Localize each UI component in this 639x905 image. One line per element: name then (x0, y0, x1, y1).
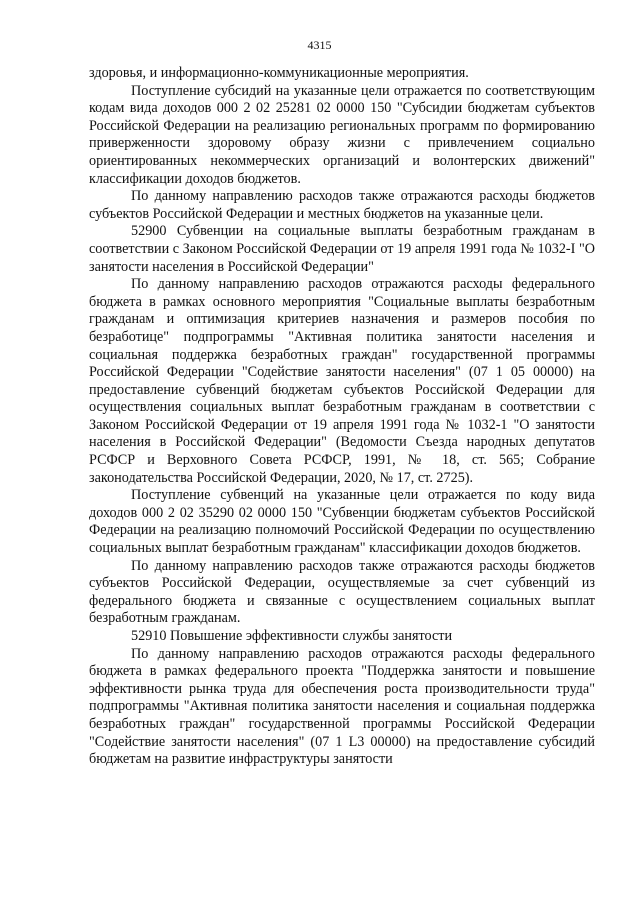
paragraph-subsidy-income-code: Поступление субсидий на указанные цели отражается по соответствующим кодам вида доходов 000 2 02 25281 02 0000 150 "Субсидии бюджетам субъектов Российской Федерации на реализацию региональных программ по формированию приверженности здоровому образу жизни с привлечением социально ориентированных некоммерческих организаций и волонтерских движений" классификации доходов бюджетов. (89, 82, 595, 187)
page-number: 4315 (307, 38, 332, 52)
paragraph-employment-efficiency: По данному направлению расходов отражаются расходы федерального бюджета в рамках федерального проекта "Поддержка занятости и повышение эффективности рынка труда для обеспечения роста производительности труда" подпрограммы "Активная политика занятости населения и социальная поддержка безработных граждан" государственной программы Российской Федерации "Содействие занятости населения" (07 1 L3 00000) на предоставление субсидий бюджетам на развитие инфраструктуры занятости (89, 645, 595, 768)
paragraph-subvention-income-code: Поступление субвенций на указанные цели отражается по коду вида доходов 000 2 02 35290 02 0000 150 "Субвенции бюджетам субъектов Российской Федерации на реализацию полномочий Российской Федерации по осуществлению социальных выплат безработным гражданам" классификации доходов бюджетов. (89, 487, 595, 557)
paragraph-continuation: здоровья, и информационно-коммуникационные мероприятия. (89, 65, 469, 81)
paragraph-federal-expenses: По данному направлению расходов отражаются расходы федерального бюджета в рамках основного мероприятия "Социальные выплаты безработным гражданам и оптимизация критериев назначения и размеров пособия по безработице" подпрограммы "Активная политика занятости населения и социальная поддержка безработных граждан" государственной программы Российской Федерации "Содействие занятости населения" (07 1 05 00000) на предоставление субвенций бюджетам субъектов Российской Федерации для осуществления социальных выплат безработным гражданам в соответствии с Законом Российской Федерации от 19 апреля 1991 года № 1032-1 "О занятости населения в Российской Федерации" (Ведомости Съезда народных депутатов РСФСР и Верховного Совета РСФСР, 1991, № 18, ст. 565; Собрание законодательства Российской Федерации, 2020, № 17, ст. 2725). (89, 276, 595, 486)
paragraph-heading-52900: 52900 Субвенции на социальные выплаты безработным гражданам в соответствии с Законом Российской Федерации от 19 апреля 1991 года № 1032-I "О занятости населения в Российской Федерации" (89, 223, 595, 275)
body-text (89, 65, 595, 769)
paragraph-heading-52910: 52910 Повышение эффективности службы занятости (131, 628, 453, 644)
paragraph-regional-subvention-expenses: По данному направлению расходов также отражаются расходы бюджетов субъектов Российской Федерации, осуществляемые за счет субвенций из федерального бюджета и связанные с осуществлением социальных выплат безработным гражданам. (89, 557, 595, 627)
paragraph-regional-expenses: По данному направлению расходов также отражаются расходы бюджетов субъектов Российской Федерации и местных бюджетов на указанные цели. (89, 188, 595, 222)
